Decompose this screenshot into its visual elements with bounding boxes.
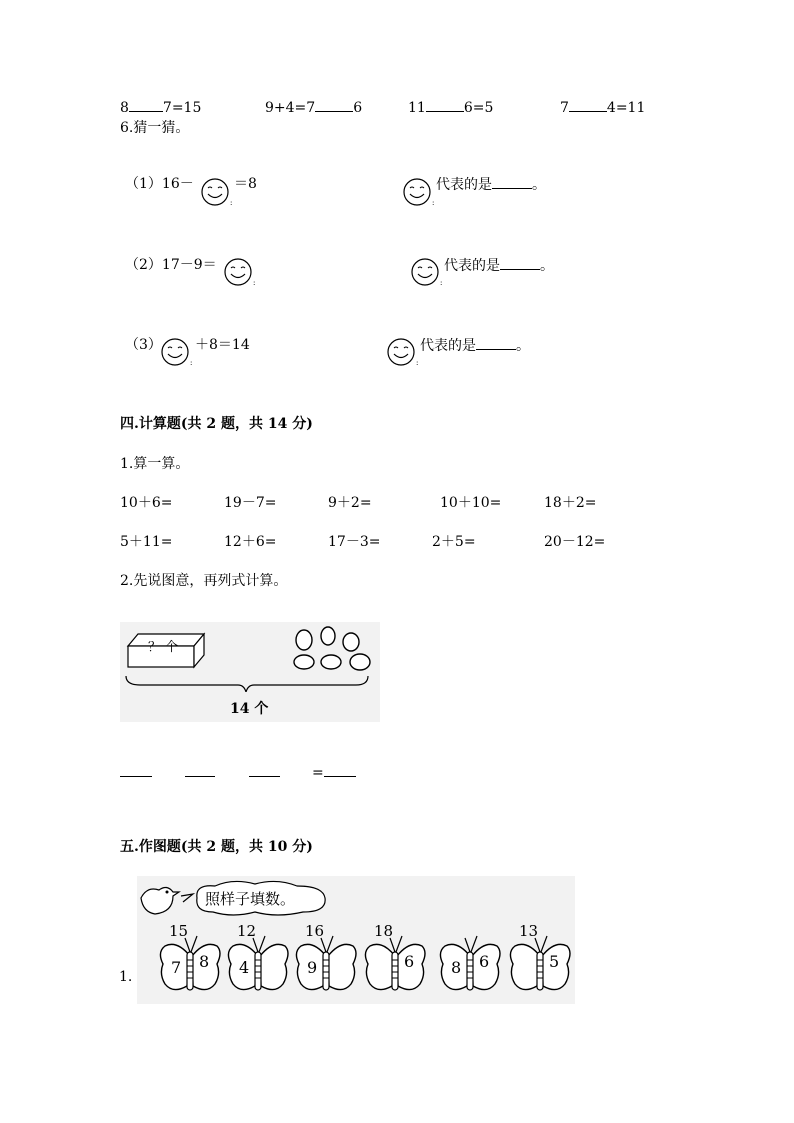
smiley-icon <box>402 177 438 207</box>
calc-item: 10＋6= <box>120 495 173 511</box>
butterfly-icon <box>437 926 503 1000</box>
butterfly-top-number: 13 <box>519 922 539 940</box>
smiley-icon <box>386 337 422 367</box>
butterfly-icon <box>225 922 291 1000</box>
butterfly-top-number: 16 <box>305 922 325 940</box>
box-eggs-drawing <box>120 622 380 692</box>
section-heading: 四.计算题(共 2 题，共 14 分) <box>120 416 313 432</box>
butterfly-top-number: 12 <box>237 922 257 940</box>
answer-blank[interactable] <box>500 258 540 270</box>
answer-blank[interactable] <box>569 100 607 112</box>
equation-row: 9+4=7 6 <box>265 100 363 116</box>
calc-item: 9＋2= <box>328 495 372 511</box>
equation-row: 11 6=5 <box>408 100 494 116</box>
butterfly-left-number: 8 <box>451 958 462 977</box>
box-label: ？ 个 <box>148 640 179 655</box>
butterfly <box>157 922 223 1000</box>
equation-answer: = <box>312 765 356 780</box>
butterfly-top-number: 15 <box>169 922 189 940</box>
butterfly-icon <box>362 922 428 1000</box>
butterfly-right-number: 6 <box>479 952 490 971</box>
answer-blank[interactable] <box>476 338 516 350</box>
smiley-icon <box>410 257 446 287</box>
butterfly-top-number: 18 <box>374 922 394 940</box>
calc-item: 10＋10= <box>440 495 502 511</box>
butterfly <box>293 922 359 1000</box>
section-heading: 五.作图题(共 2 题，共 10 分) <box>120 839 313 855</box>
question-title: 6.猜一猜。 <box>120 120 190 136</box>
guess-answer: 代表的是 。 <box>420 338 530 354</box>
svg-text::: : <box>253 279 256 287</box>
speech-text: 照样子填数。 <box>205 890 296 908</box>
answer-blank[interactable] <box>324 765 356 777</box>
question-title: 1.算一算。 <box>120 456 190 472</box>
butterfly-right-number: 8 <box>199 952 210 971</box>
butterfly-left-number: 7 <box>171 958 182 977</box>
calc-item: 2＋5= <box>432 534 476 550</box>
butterfly <box>437 926 503 1000</box>
svg-text::: : <box>190 359 193 367</box>
guess-item-label: （2）17－9＝ <box>125 257 217 273</box>
answer-blank[interactable] <box>492 177 532 189</box>
guess-answer: 代表的是 。 <box>444 258 554 274</box>
butterfly-left-number: 9 <box>307 958 318 977</box>
butterfly-icon <box>293 922 359 1000</box>
answer-blank[interactable] <box>426 100 464 112</box>
calc-item: 18＋2= <box>544 495 597 511</box>
calc-item: 20－12= <box>544 534 606 550</box>
smiley-icon <box>160 337 196 367</box>
svg-text::: : <box>440 279 443 287</box>
question-number: 1. <box>119 969 133 985</box>
answer-blank[interactable] <box>129 100 163 112</box>
svg-text::: : <box>230 199 233 207</box>
smiley-icon <box>223 257 259 287</box>
svg-text::: : <box>416 359 419 367</box>
butterfly-icon <box>507 922 573 1000</box>
calc-item: 17－3= <box>328 534 381 550</box>
butterfly-left-number: 4 <box>239 958 250 977</box>
guess-item-label: （1）16－ <box>125 176 194 192</box>
answer-blank[interactable] <box>315 100 353 112</box>
answer-blank[interactable] <box>249 765 280 777</box>
calc-item: 12＋6= <box>224 534 277 550</box>
equation-row: 7 4=11 <box>560 100 646 116</box>
total-label: 14 个 <box>230 701 269 717</box>
butterfly <box>507 922 573 1000</box>
butterfly <box>362 922 428 1000</box>
smiley-icon <box>200 177 236 207</box>
svg-text::: : <box>432 199 435 207</box>
box-eggs-figure <box>120 622 380 722</box>
question-title: 2.先说图意，再列式计算。 <box>120 573 288 589</box>
guess-answer: 代表的是 。 <box>436 177 546 193</box>
butterfly <box>225 922 291 1000</box>
answer-blank[interactable] <box>185 765 215 777</box>
butterfly-icon <box>157 922 223 1000</box>
butterfly-right-number: 6 <box>404 952 415 971</box>
equation-row: 8 7=15 <box>120 100 202 116</box>
guess-item-label: （3） <box>125 337 162 353</box>
calc-item: 5＋11= <box>120 534 173 550</box>
guess-item-after: ＝8 <box>234 176 257 192</box>
calc-item: 19－7= <box>224 495 277 511</box>
butterfly-right-number: 5 <box>549 952 560 971</box>
answer-blank[interactable] <box>120 765 152 777</box>
butterfly-figure <box>119 876 575 1004</box>
guess-item-after: ＋8＝14 <box>195 337 250 353</box>
